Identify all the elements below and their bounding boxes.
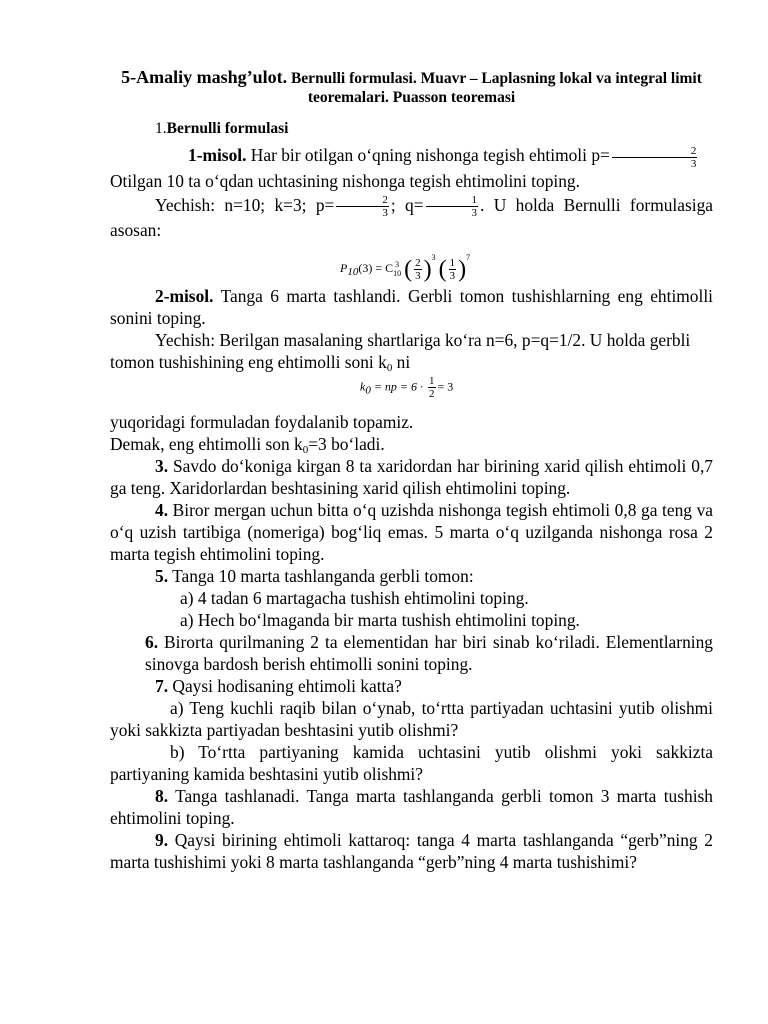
problem-5-sub-a: a) 4 tadan 6 martagacha tushish ehtimolini toping. [180,588,529,608]
example-1-label: 1-misol. [188,145,247,165]
after-text-c: =3 bo‘ladi. [308,434,385,454]
example-1-statement-2: Otilgan 10 ta o‘qdan uchtasining nishonga tegish ehtimolini toping. [110,170,580,191]
formula-p: P [340,261,348,275]
frac-num: 1 [429,375,435,387]
solution-text-b: ni [392,352,411,372]
problem-7-sub-a: a) Teng kuchli raqib bilan o‘ynab, to‘rtta partiyadan uchtasini yutib olishmi yoki sakkizta partiyadan beshtasini yutib olishmi? [110,698,713,740]
problem-text: Tanga tashlanadi. Tanga marta tashlanganda gerbli tomon 3 marta tushish ehtimolini toping. [110,786,713,828]
problem-text: Qaysi birining ehtimoli kattaroq: tanga 4 marta tashlanganda “gerb”ning 2 marta tushishimi yoki 8 marta tashlanganda “gerb”ning 4 marta tushishimi? [110,830,713,872]
exp-2: 7 [466,253,471,262]
formula-p-sub: 10 [347,266,359,278]
problem-text: Biror mergan uchun bitta o‘q uzishda nishonga tegish ehtimoli 0,8 ga teng va o‘q uzish tartibiga (nomeriga) bog‘liq emas. 5 marta o‘q uzilganda nishonga rosa 2 marta tegish ehtimolini toping. [110,500,713,564]
problem-number: 7. [155,676,169,696]
after-text: Demak, eng ehtimolli son k [110,434,303,454]
problem-7 [110,675,713,697]
formula-rhs: = 3 [437,379,454,394]
formula-frac-2 [449,257,457,282]
title-rest: Bernulli formulasi. Muavr – Laplasning lokal va integral limit teoremalari. Puasson teoremasi [287,70,702,106]
problem-3 [110,455,713,499]
k-sub: 0 [302,444,309,456]
example-2-after-a: yuqoridagi formuladan foydalanib topamiz. [110,412,414,432]
problem-number: 6. [145,632,159,652]
frac-num: 2 [336,194,389,207]
frac-den: 3 [382,207,388,219]
title-prefix: 5-Amaliy mashg’ulot. [121,67,288,87]
problem-text: Tanga 10 marta tashlanganda gerbli tomon: [168,566,474,586]
k-sub: 0 [386,362,393,374]
paren-close: ) [458,256,467,283]
formula-mid: = np = 6 · [370,379,424,394]
paren-close: ) [423,256,432,283]
formula-expression [360,375,453,400]
example-1-text: Har bir otilgan o‘qning nishonga tegish ehtimoli p= [246,145,610,165]
paren-open: ( [404,256,413,283]
bernoulli-formula [110,247,713,283]
frac-num: 2 [415,256,421,269]
problem-number: 4. [155,500,169,520]
frac-den: 3 [471,207,478,219]
example-2-after-b [110,433,713,455]
example-2-solution [110,329,713,373]
formula-expression [340,247,470,282]
example-1-statement [110,144,713,170]
document-page [110,68,713,873]
most-probable-formula [110,375,713,409]
section-label: Bernulli formulasi [166,120,289,137]
frac-num: 1 [426,194,479,207]
problem-number: 8. [155,786,169,806]
problem-number: 9. [155,830,169,850]
problem-text: Savdo do‘koniga kirgan 8 ta xaridordan har birining xarid qilish ehtimoli 0,7 ga teng. Xaridorlardan beshtasining xarid qilish ehtimolini toping. [110,456,713,498]
c-sup: 3 [395,260,400,270]
section-heading [155,118,713,140]
solution-text-c: . U holda Bernulli formulasiga asosan: [110,194,714,240]
fraction-p [612,145,698,170]
problem-7-sub-b: b) To‘rtta partiyaning kamida uchtasini yutib olishmi yoki sakkizta partiyaning kamida beshtasini yutib olishmi? [110,742,713,784]
problem-number: 5. [155,566,169,586]
problem-text: Qaysi hodisaning ehtimoli katta? [168,676,402,696]
fraction-q [426,194,479,219]
solution-text: Yechish: Berilgan masalaning shartlariga ko‘ra n=6, p=q=1/2. U holda gerbli tomon tushishining eng ehtimolli soni k [110,330,691,372]
solution-text-a: Yechish: n=10; k=3; p= [155,194,335,215]
problem-6 [145,631,713,675]
problem-9 [110,829,713,873]
formula-k: k [360,379,366,394]
formula-frac-1 [414,257,422,282]
frac-den: 2 [429,388,435,400]
formula-arg: (3) = C [358,261,394,275]
example-2-label: 2-misol. [155,286,214,306]
frac-num: 2 [612,145,698,158]
fraction-p2 [336,194,389,219]
frac-den: 3 [415,269,421,282]
problem-text: Birorta qurilmaning 2 ta elementidan har biri sinab ko‘riladi. Elementlarning sinovga bardosh berish ehtimolli sonini toping. [145,632,713,674]
paren-open: ( [438,256,447,283]
binomial-indices [393,260,401,278]
page-title [110,68,713,107]
frac-den: 3 [449,269,456,282]
frac-num: 1 [449,256,456,269]
solution-text-b: ; q= [390,194,424,215]
section-number: 1. [155,120,167,137]
problem-8 [110,785,713,829]
example-2-statement [110,285,713,329]
problem-number: 3. [155,456,169,476]
formula-k-sub: 0 [365,384,371,397]
problem-4 [110,499,713,565]
example-2-text: Tanga 6 marta tashlandi. Gerbli tomon tushishlarning eng ehtimolli sonini toping. [110,286,713,328]
problem-5 [110,565,713,587]
problem-5-sub-b: a) Hech bo‘lmaganda bir marta tushish ehtimolini toping. [180,610,580,630]
c-sub: 10 [393,269,402,279]
formula-frac [428,375,436,400]
example-1-solution [110,194,713,242]
frac-den: 3 [690,157,697,170]
exp-1: 3 [431,253,436,262]
